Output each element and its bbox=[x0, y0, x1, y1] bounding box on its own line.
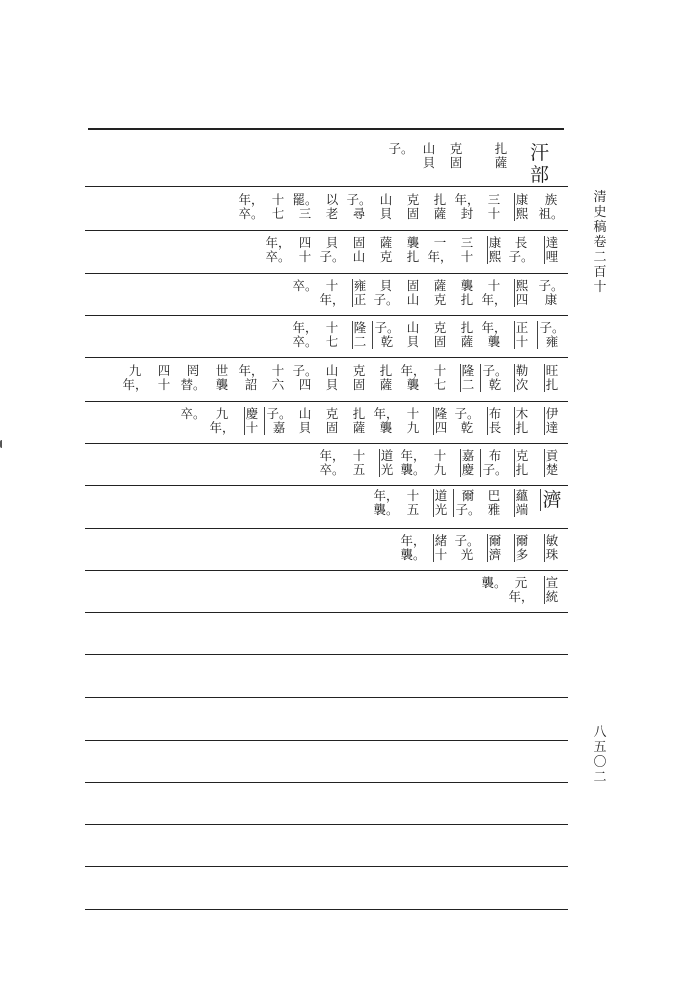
vertical-text: 康 熙 bbox=[488, 235, 502, 264]
vertical-text: 襲。 bbox=[481, 575, 507, 590]
table-cell bbox=[262, 236, 294, 276]
vertical-text: 扎 薩 bbox=[433, 192, 447, 221]
vertical-text: 年， 卒。 bbox=[265, 235, 291, 264]
table-cell bbox=[535, 449, 567, 489]
vertical-text: 克 固 bbox=[406, 192, 420, 221]
vertical-text: 四 十 bbox=[298, 235, 312, 264]
vertical-text: 扎 薩 bbox=[379, 363, 393, 392]
vertical-text: 子。 乾 bbox=[454, 406, 480, 435]
vertical-text: 襲 扎 bbox=[460, 278, 474, 307]
table-cell bbox=[177, 407, 209, 447]
vertical-text: 以 老 bbox=[325, 192, 339, 221]
vertical-text: 元 年， bbox=[508, 575, 534, 604]
vertical-text: 熙 四 bbox=[515, 278, 529, 307]
vertical-text: 子。 尋 bbox=[346, 192, 372, 221]
vertical-text: 固 山 bbox=[352, 235, 366, 264]
table-cell bbox=[530, 142, 562, 186]
table-rule bbox=[85, 824, 568, 825]
vertical-text: 子。 bbox=[388, 141, 414, 156]
vertical-text: 道 光 bbox=[380, 448, 394, 477]
vertical-text: 扎 薩 bbox=[494, 141, 508, 170]
vertical-text: 年， 襲 bbox=[481, 320, 507, 349]
vertical-text: 子。 四 bbox=[292, 363, 318, 392]
vertical-text: 克 固 bbox=[325, 406, 339, 435]
vertical-text: 山 貝 bbox=[422, 141, 436, 170]
vertical-text: 山 貝 bbox=[298, 406, 312, 435]
vertical-text: 爾 濟 bbox=[488, 533, 502, 562]
table-cell bbox=[235, 407, 267, 447]
vertical-text: 宣 統 bbox=[545, 575, 559, 604]
vertical-text: 卒。 bbox=[180, 406, 206, 421]
vertical-text: 蘊 端 bbox=[515, 488, 529, 517]
table-cell bbox=[535, 321, 567, 361]
table-cell bbox=[535, 407, 567, 447]
vertical-text: 達 哩 bbox=[545, 235, 559, 264]
table-cell bbox=[206, 407, 238, 447]
vertical-text: 世 襲 bbox=[215, 363, 229, 392]
vertical-text: 一 年， bbox=[427, 235, 453, 264]
table-cell bbox=[206, 364, 238, 404]
vertical-text: 固 山 bbox=[406, 278, 420, 307]
vertical-text: 克 固 bbox=[449, 141, 463, 170]
vertical-text: 子。 康 bbox=[538, 278, 564, 307]
vertical-text: 三 十 bbox=[487, 192, 501, 221]
vertical-text: 山 貝 bbox=[406, 320, 420, 349]
vertical-text: 九 年， bbox=[209, 406, 235, 435]
table-cell bbox=[535, 279, 567, 319]
table-rule bbox=[85, 782, 568, 783]
vertical-text: 年， 襲 bbox=[373, 406, 399, 435]
vertical-text: 勒 次 bbox=[515, 363, 529, 392]
vertical-text: 年， 襲 bbox=[400, 363, 426, 392]
table-cell bbox=[177, 364, 209, 404]
vertical-text: 十 六 bbox=[271, 363, 285, 392]
table-cell bbox=[535, 489, 567, 529]
table-cell bbox=[235, 193, 267, 233]
table-cell bbox=[478, 576, 510, 616]
vertical-text: 三 十 bbox=[460, 235, 474, 264]
table-rule bbox=[85, 186, 568, 187]
vertical-text: 年， 卒。 bbox=[319, 448, 345, 477]
vertical-text: 薩 克 bbox=[379, 235, 393, 264]
vertical-text: 慶 十 bbox=[245, 406, 259, 435]
vertical-text: 濟 bbox=[542, 489, 562, 511]
vertical-text: 貝 子。 bbox=[373, 278, 399, 307]
table-cell bbox=[413, 142, 445, 182]
table-rule bbox=[85, 909, 568, 910]
vertical-text: 隆 二 bbox=[461, 363, 475, 392]
table-rule bbox=[85, 654, 568, 655]
vertical-text: 布 長 bbox=[488, 406, 502, 435]
table-cell bbox=[385, 142, 417, 182]
vertical-text: 爾 多 bbox=[515, 533, 529, 562]
table-cell bbox=[235, 364, 267, 404]
table-cell bbox=[535, 193, 567, 233]
vertical-text: 嘉 慶 bbox=[461, 448, 475, 477]
vertical-text: 道 光 bbox=[434, 488, 448, 517]
vertical-text: 十 五 bbox=[406, 488, 420, 517]
vertical-text: 年， 襲。 bbox=[373, 488, 399, 517]
vertical-text: 木 扎 bbox=[515, 406, 529, 435]
table-cell bbox=[535, 576, 567, 616]
running-title: 清 史 稿 卷 二 百 十 bbox=[593, 190, 607, 295]
vertical-text: 十 七 bbox=[433, 363, 447, 392]
vertical-text: 子。 嘉 bbox=[266, 406, 292, 435]
vertical-text: 貢 楚 bbox=[545, 448, 559, 477]
table-rule bbox=[85, 866, 568, 867]
table-cell bbox=[535, 236, 567, 276]
vertical-text: 族 祖。 bbox=[538, 192, 564, 221]
vertical-text: 年， 封 bbox=[454, 192, 480, 221]
vertical-text: 十 九 bbox=[433, 448, 447, 477]
vertical-text: 山 貝 bbox=[325, 363, 339, 392]
vertical-text: 爾 子。 bbox=[455, 488, 481, 517]
vertical-text: 山 貝 bbox=[379, 192, 393, 221]
edge-mark bbox=[0, 440, 5, 448]
vertical-text: 汗部 bbox=[530, 142, 550, 186]
vertical-text: 罷。 三 bbox=[292, 192, 318, 221]
vertical-text: 年， 卒。 bbox=[292, 320, 318, 349]
vertical-text: 十 五 bbox=[352, 448, 366, 477]
vertical-text: 正 十 bbox=[515, 320, 529, 349]
vertical-text: 十 七 bbox=[325, 320, 339, 349]
vertical-text: 巴 雅 bbox=[487, 488, 501, 517]
vertical-text: 年， 詔 bbox=[238, 363, 264, 392]
vertical-text: 布 子。 bbox=[482, 448, 508, 477]
vertical-text: 罔 替。 bbox=[180, 363, 206, 392]
vertical-text: 克 固 bbox=[433, 320, 447, 349]
page-number: 八 五 〇 二 bbox=[593, 725, 607, 785]
vertical-text: 子。 雍 bbox=[539, 320, 565, 349]
table-cell bbox=[289, 321, 321, 361]
vertical-text: 貝 子。 bbox=[319, 235, 345, 264]
vertical-text: 子。 乾 bbox=[482, 363, 508, 392]
vertical-text: 年， 襲。 bbox=[400, 533, 426, 562]
table-rule bbox=[88, 128, 564, 130]
vertical-text: 扎 薩 bbox=[460, 320, 474, 349]
table-rule bbox=[85, 697, 568, 698]
vertical-text: 十 年， bbox=[481, 278, 507, 307]
vertical-text: 年， 襲。 bbox=[400, 448, 426, 477]
vertical-text: 子。 乾 bbox=[374, 320, 400, 349]
vertical-text: 旺 扎 bbox=[545, 363, 559, 392]
table-cell bbox=[535, 364, 567, 404]
table-cell bbox=[370, 489, 402, 529]
vertical-text: 十 七 bbox=[271, 192, 285, 221]
table-cell bbox=[316, 449, 348, 489]
table-cell bbox=[148, 364, 180, 404]
vertical-text: 四 十 bbox=[157, 363, 171, 392]
vertical-text: 伊 達 bbox=[545, 406, 559, 435]
table-cell bbox=[535, 534, 567, 574]
vertical-text: 襲 扎 bbox=[406, 235, 420, 264]
vertical-text: 敏 珠 bbox=[545, 533, 559, 562]
vertical-text: 克 固 bbox=[352, 363, 366, 392]
vertical-text: 子。 光 bbox=[454, 533, 480, 562]
table-rule bbox=[85, 740, 568, 741]
vertical-text: 十 年， bbox=[319, 278, 345, 307]
vertical-text: 長 子。 bbox=[508, 235, 534, 264]
table-cell bbox=[397, 534, 429, 574]
table-cell bbox=[485, 142, 517, 182]
vertical-text: 雍 正 bbox=[353, 278, 367, 307]
vertical-text: 扎 薩 bbox=[352, 406, 366, 435]
vertical-text: 年， 卒。 bbox=[238, 192, 264, 221]
vertical-text: 卒。 bbox=[292, 278, 318, 293]
vertical-text: 緒 十 bbox=[434, 533, 448, 562]
vertical-text: 隆 二 bbox=[353, 320, 367, 349]
vertical-text: 十 九 bbox=[406, 406, 420, 435]
vertical-text: 薩 克 bbox=[433, 278, 447, 307]
vertical-text: 康 熙 bbox=[515, 192, 529, 221]
table-cell bbox=[289, 279, 321, 319]
vertical-text: 隆 四 bbox=[434, 406, 448, 435]
vertical-text: 九 年， bbox=[122, 363, 148, 392]
vertical-text: 克 扎 bbox=[515, 448, 529, 477]
table-cell bbox=[119, 364, 151, 404]
